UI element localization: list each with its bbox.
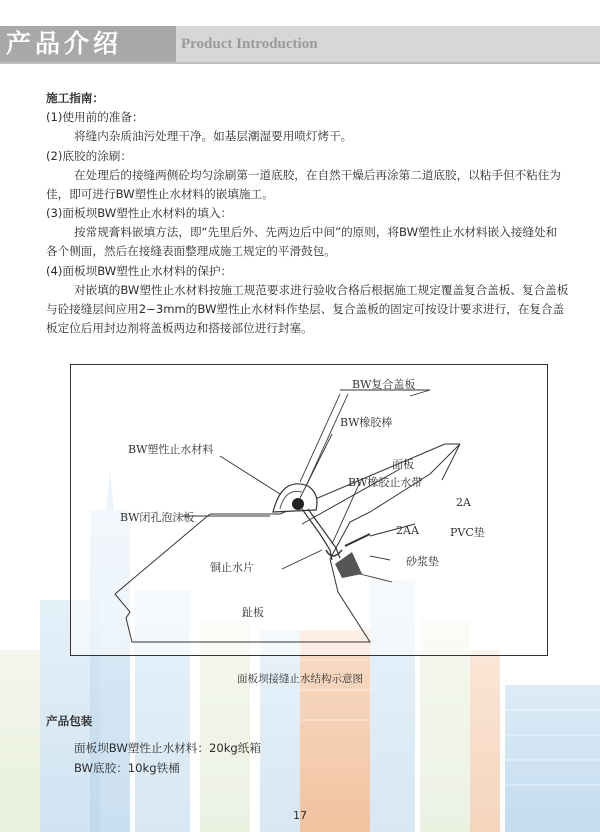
step-3-body-line2: 各个侧面，然后在接缝表面整理成施工规定的平滑鼓包。: [46, 244, 336, 258]
section-title: 产品介绍: [6, 29, 123, 58]
label-copper-waterstop: 铜止水片: [210, 561, 254, 574]
diagram-caption: 面板坝接缝止水结构示意图: [237, 673, 363, 685]
page-number: 17: [293, 809, 307, 822]
step-3-title: (3)面板坝BW塑性止水材料的填入：: [46, 206, 233, 220]
label-2aa: 2AA: [396, 524, 419, 537]
packaging-line-1: 面板坝BW塑性止水材料：20kg纸箱: [74, 741, 261, 755]
step-2-body-line1: 在处理后的接缝两侧砼均匀涂刷第一道底胶，在自然干燥后再涂第二道底胶，以粘手但不粘住为: [74, 168, 561, 182]
step-1-title: (1)使用前的准备：: [46, 110, 144, 124]
section-subtitle: Product Introduction: [181, 36, 318, 52]
step-4-body-line1: 对嵌填的BW塑性止水材料按施工规范要求进行验收合格后根据施工规定覆盖复合盖板、复合盖板: [74, 283, 569, 297]
label-2a: 2A: [456, 496, 471, 509]
step-2-title: (2)底胶的涂刷：: [46, 149, 132, 163]
label-rubber-waterstop-band: BW橡胶止水带: [348, 476, 423, 489]
label-pvc-pad: PVC垫: [450, 526, 485, 539]
label-plastic-material: BW塑性止水材料: [128, 443, 214, 456]
packaging-line-2: BW底胶：10kg铁桶: [74, 761, 180, 775]
step-3-body-line1: 按常规膏料嵌填方法，即“先里后外、先两边后中间”的原则，将BW塑性止水材料嵌入接缝处和: [74, 225, 558, 239]
joint-waterstop-diagram: [70, 364, 548, 656]
step-4-title: (4)面板坝BW塑性止水材料的保护：: [46, 264, 233, 278]
label-toe-slab: 趾板: [242, 606, 264, 619]
step-1-body: 将缝内杂质油污处理干净。如基层潮湿要用喷灯烤干。: [74, 129, 353, 143]
guide-heading: 施工指南：: [46, 91, 104, 105]
label-mortar-pad: 砂浆垫: [406, 555, 439, 568]
step-2-body-line2: 佳，即可进行BW塑性止水材料的嵌填施工。: [46, 187, 274, 201]
rubber-rod: [292, 498, 304, 510]
packaging-heading: 产品包装: [46, 714, 93, 728]
label-foam-board: BW闭孔泡沫板: [120, 511, 195, 524]
step-4-body-line3: 板定位后用封边剂将盖板两边和搭接部位进行封塞。: [46, 321, 313, 335]
step-4-body-line2: 与砼接缝层间应用2−3mm的BW塑性止水材料作垫层、复合盖板的固定可按设计要求进行，在复合盖: [46, 302, 565, 316]
label-rubber-rod: BW橡胶棒: [340, 416, 393, 429]
label-face-panel: 面板: [392, 458, 414, 471]
header-divider: [0, 62, 600, 64]
label-composite-cover: BW复合盖板: [352, 378, 416, 391]
